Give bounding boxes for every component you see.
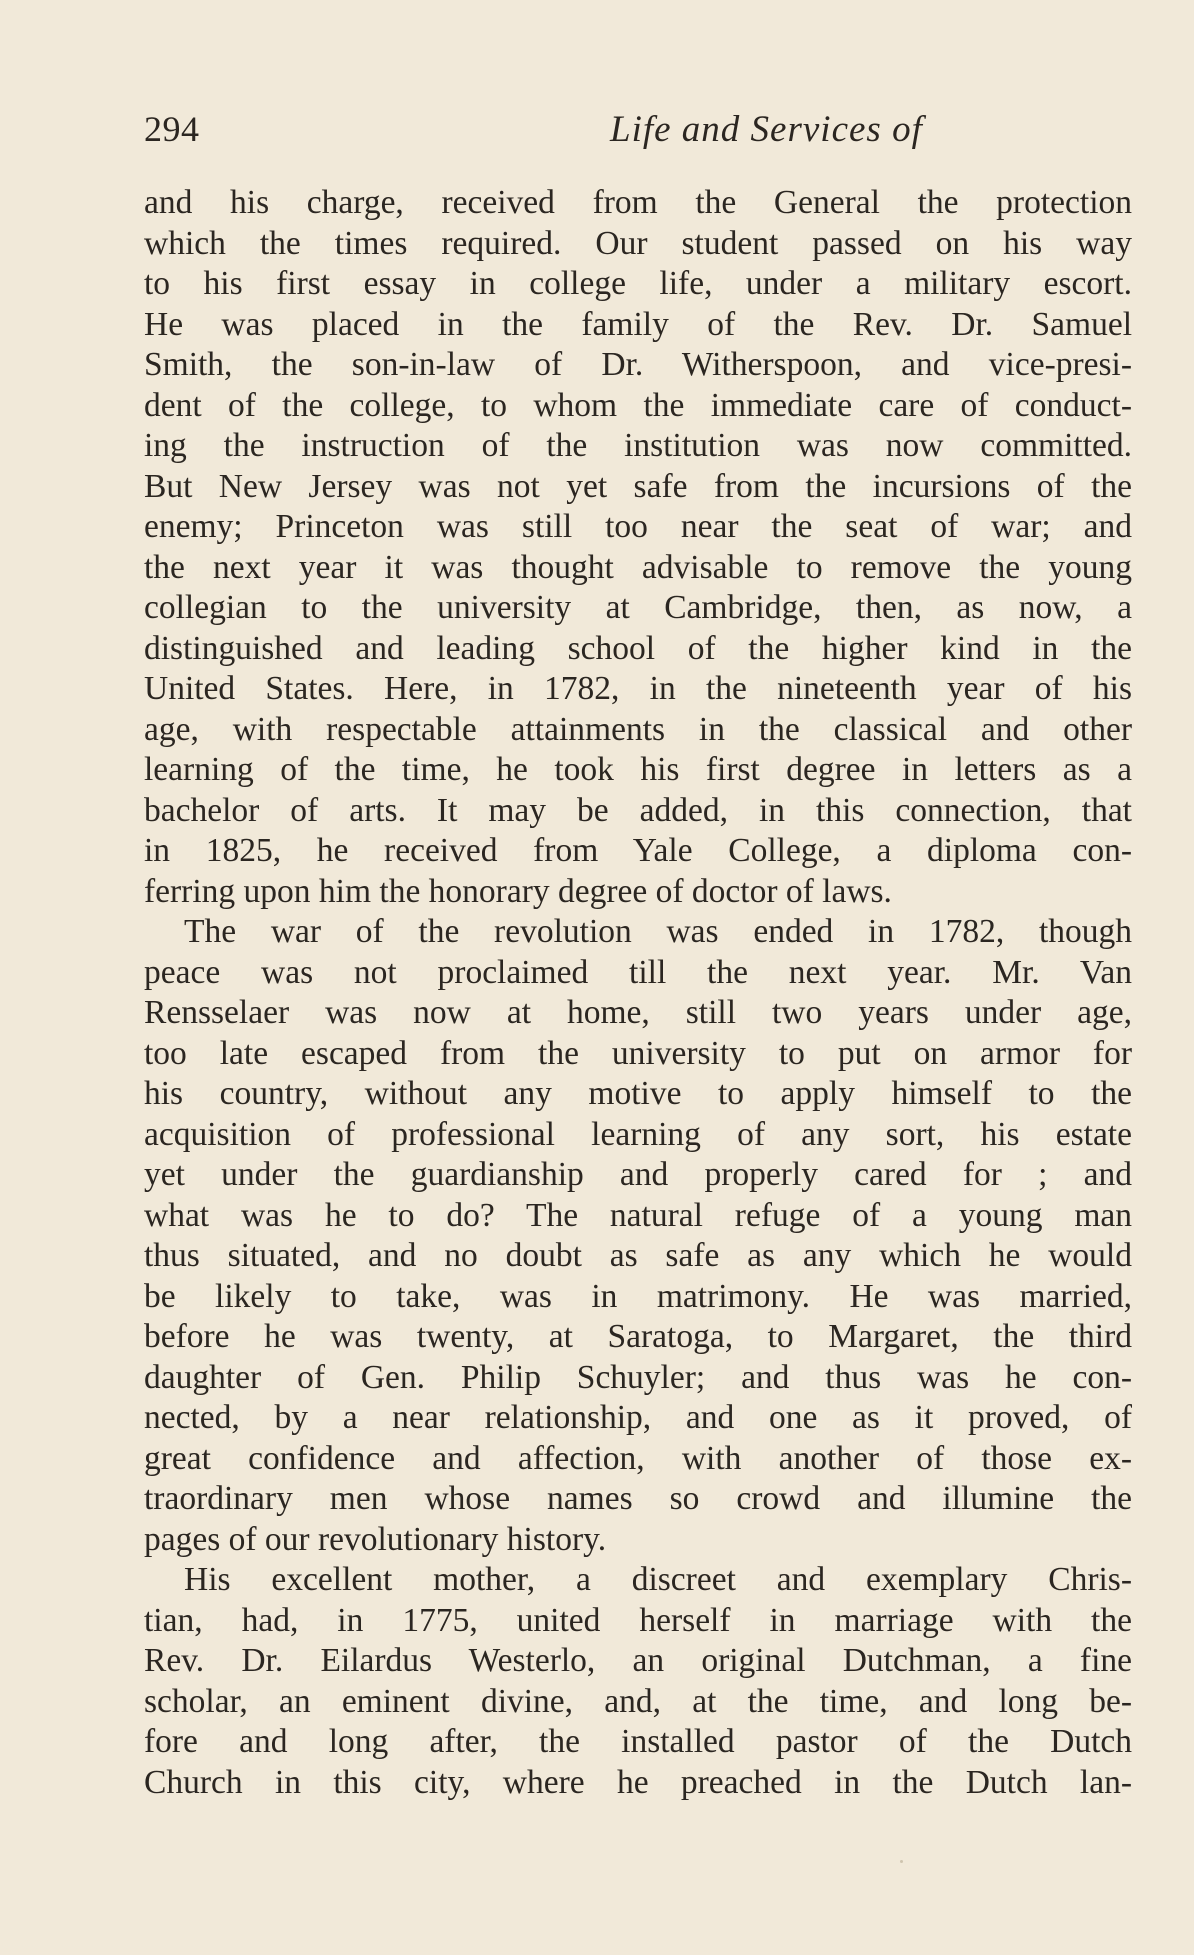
text-line: Smith, the son-in-law of Dr. Witherspoon, and vice-presi- [144, 346, 1132, 383]
paper-speck [900, 1860, 903, 1863]
text-line: Church in this city, where he preached in the Dutch lan- [144, 1763, 1132, 1801]
text-line: acquisition of professional learning of any sort, his estate [144, 1115, 1132, 1153]
text-line: his country, without any motive to apply himself to the [144, 1075, 1132, 1112]
running-title: Life and Services of [610, 109, 923, 150]
text-line: which the times required. Our student passed on his way [144, 224, 1132, 262]
text-line: in 1825, he received from Yale College, a diploma con- [144, 832, 1132, 869]
text-line: distinguished and leading school of the higher kind in the [144, 629, 1132, 667]
text-line: nected, by a near relationship, and one as it proved, of [144, 1399, 1132, 1436]
text-line: great confidence and affection, with another of those ex- [144, 1439, 1132, 1477]
text-line: learning of the time, he took his first degree in letters as a [144, 751, 1132, 788]
text-line: thus situated, and no doubt as safe as any which he would [144, 1237, 1132, 1274]
text-line: too late escaped from the university to put on armor for [144, 1034, 1132, 1072]
text-line: He was placed in the family of the Rev. Dr. Samuel [144, 305, 1132, 343]
text-line: United States. Here, in 1782, in the nineteenth year of his [144, 670, 1132, 707]
text-line: be likely to take, was in matrimony. He was married, [144, 1277, 1132, 1315]
text-line: what was he to do? The natural refuge of a young man [144, 1196, 1132, 1234]
text-line: pages of our revolutionary history. [144, 1520, 607, 1558]
text-line: before he was twenty, at Saratoga, to Margaret, the third [144, 1318, 1132, 1355]
text-line: ferring upon him the honorary degree of doctor of laws. [144, 872, 892, 910]
text-line: But New Jersey was not yet safe from the incursions of the [144, 467, 1132, 505]
text-line: the next year it was thought advisable to remove the young [144, 548, 1132, 586]
text-line: His excellent mother, a discreet and exemplary Chris- [184, 1561, 1132, 1598]
text-line: scholar, an eminent divine, and, at the time, and long be- [144, 1682, 1132, 1720]
page-number: 294 [144, 109, 200, 149]
text-line: The war of the revolution was ended in 1782, though [184, 913, 1132, 950]
text-line: ing the instruction of the institution was now committed. [144, 427, 1132, 464]
text-line: collegian to the university at Cambridge, then, as now, a [144, 589, 1132, 626]
text-line: dent of the college, to whom the immediate care of conduct- [144, 386, 1132, 424]
text-line: Rensselaer was now at home, still two years under age, [144, 994, 1132, 1031]
text-line: bachelor of arts. It may be added, in this connection, that [144, 791, 1132, 829]
text-line: peace was not proclaimed till the next year. Mr. Van [144, 953, 1132, 991]
text-line: daughter of Gen. Philip Schuyler; and thus was he con- [144, 1358, 1132, 1396]
body-text [144, 183, 1132, 1803]
text-line: yet under the guardianship and properly cared for ; and [144, 1156, 1132, 1193]
page-header [144, 108, 1132, 160]
text-line: and his charge, received from the General the protection [144, 184, 1132, 221]
text-line: to his first essay in college life, under a military escort. [144, 265, 1132, 302]
text-line: fore and long after, the installed pastor of the Dutch [144, 1723, 1132, 1760]
text-line: tian, had, in 1775, united herself in marriage with the [144, 1601, 1132, 1639]
text-line: age, with respectable attainments in the classical and other [144, 710, 1132, 748]
text-line: Rev. Dr. Eilardus Westerlo, an original Dutchman, a fine [144, 1642, 1132, 1679]
text-line: enemy; Princeton was still too near the seat of war; and [144, 508, 1132, 545]
text-line: traordinary men whose names so crowd and illumine the [144, 1480, 1132, 1517]
